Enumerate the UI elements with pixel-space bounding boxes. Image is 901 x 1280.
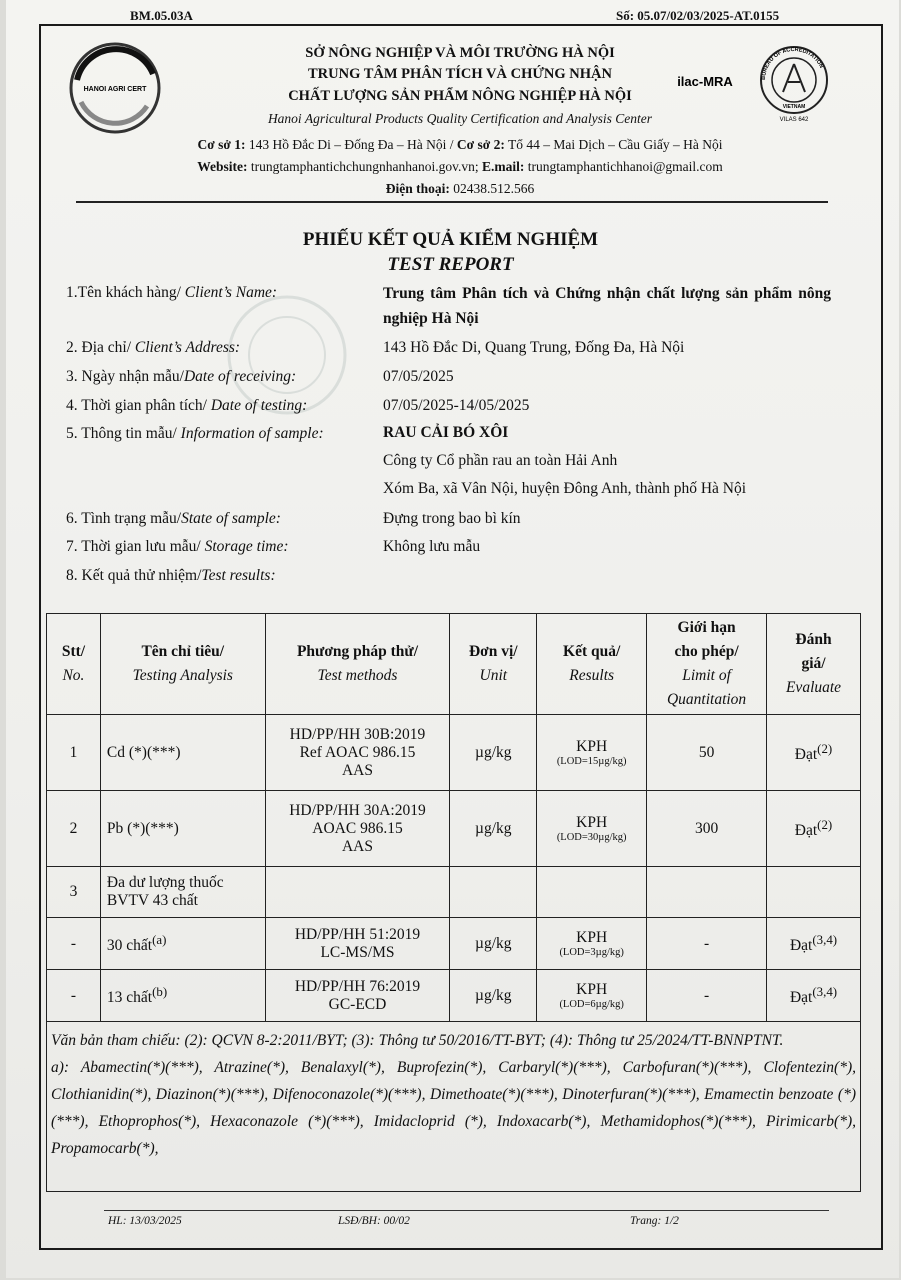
method-line: AAS (341, 837, 373, 855)
label-en: Client’s Address: (134, 339, 241, 356)
label-vn: 8. Kết quả thử nhiệm/ (66, 567, 202, 584)
sample-address-value: Xóm Ba, xã Vân Nội, huyện Đông Anh, thành phố Hà Nội (383, 480, 747, 497)
header-center: TRUNG TÂM PHÂN TÍCH VÀ CHỨNG NHẬN (308, 66, 612, 82)
storage-time-value: Không lưu mẫu (383, 538, 481, 555)
cell-method (265, 791, 450, 867)
cell-limit: - (647, 918, 767, 970)
method-line: HD/PP/HH 30A:2019 (289, 801, 426, 819)
cell-method (265, 918, 450, 970)
pesticide-list-a: a): Abamectin(*)(***), Atrazine(*), Benalaxyl(*), Buprofezin(*), Carbaryl(*)(***), Carbofuran(*)(***), Clofentezin(*), Clothianidin(*), Diazinon(*)(***), Difenoconazole(*)(***), Dimethoate(*)(***), Dinoterfuran(*)(***), Emamectin benzoate (*)(***), Ethoprophos(*), Hexaconazole (*)(***), Imidacloprid (*), Indoxacarb(*), Methamidophos(*)(***), Pirimicarb(*), Propamocarb(*), (51, 1059, 856, 1157)
sample-info-label (66, 425, 324, 443)
boa-country: VIETNAM (782, 104, 806, 110)
method-line: HD/PP/HH 51:2019 (294, 925, 421, 943)
cell-unit: µg/kg (450, 715, 537, 791)
cell-result (537, 715, 647, 791)
addr-text-1: 143 Hồ Đắc Di – Đống Đa – Hà Nội / (248, 137, 457, 152)
footer-hl: HL: 13/03/2025 (108, 1215, 182, 1227)
method-line: LC-MS/MS (320, 943, 395, 961)
addr-text-2: Tổ 44 – Mai Dịch – Cầu Giấy – Hà Nội (508, 137, 723, 152)
method-line: AOAC 986.15 (312, 819, 403, 837)
cell-no: - (47, 918, 101, 970)
label-en: Date of testing: (210, 397, 308, 414)
receive-date-value: 07/05/2025 (383, 368, 454, 385)
email-label: E.mail: (482, 159, 525, 174)
testing-date-label (66, 397, 307, 415)
col-limit (647, 614, 767, 715)
evaluate-value: Đạt (794, 822, 818, 840)
name-line: Đa dư lượng thuốc (106, 874, 224, 891)
evaluate-ref: (3,4) (812, 931, 838, 947)
document-number: Số: 05.07/02/03/2025-AT.0155 (616, 8, 780, 23)
cell-unit: µg/kg (450, 918, 537, 970)
report-title-vn: PHIẾU KẾT QUẢ KIỂM NGHIỆM (302, 229, 599, 250)
web-label: Website: (197, 159, 248, 174)
header-vn: Kết quả/ (563, 643, 621, 660)
evaluate-value: Đạt (794, 746, 818, 764)
header-vn: Đơn vị/ (468, 643, 518, 660)
cell-unit: µg/kg (450, 791, 537, 867)
evaluate-value: Đạt (789, 937, 813, 955)
col-results (537, 614, 647, 715)
cell-no: 3 (47, 867, 101, 918)
label-vn: 6. Tình trạng mẫu/ (66, 510, 182, 527)
header-en: Results (569, 667, 615, 684)
client-name-value: Trung tâm Phân tích và Chứng nhận chất lượng sản phẩm nông nghiệp Hà Nội (383, 285, 831, 327)
col-no (47, 614, 101, 715)
header-ministry: SỞ NÔNG NGHIỆP VÀ MÔI TRƯỜNG HÀ NỘI (305, 45, 615, 61)
cell-method (265, 867, 450, 918)
lod-value: (LOD=30µg/kg) (556, 832, 627, 843)
result-value: KPH (576, 981, 608, 998)
col-unit (450, 614, 537, 715)
cell-no: 1 (47, 715, 101, 791)
header-en: No. (62, 667, 85, 684)
footer-page: Trang: 1/2 (630, 1215, 679, 1227)
receive-date-label (66, 368, 296, 386)
name-ref: (a) (152, 931, 167, 947)
cell-name: Pb (*)(***) (100, 791, 265, 867)
cell-result (537, 970, 647, 1022)
cell-method (265, 970, 450, 1022)
email-link[interactable]: trungtamphantichhanoi@gmail.com (527, 159, 723, 174)
cell-unit (450, 867, 537, 918)
table-header-row (47, 614, 861, 715)
header-vn: Stt/ (61, 643, 86, 660)
label-vn: 1.Tên khách hàng/ (66, 284, 185, 301)
result-value: KPH (576, 814, 608, 831)
cell-result (537, 791, 647, 867)
web-link[interactable]: trungtamphantichchungnhanhanoi.gov.vn; (250, 159, 483, 174)
boa-code: VILAS 642 (779, 117, 809, 122)
client-name-label (66, 284, 277, 302)
cell-name (100, 918, 265, 970)
lod-value: (LOD=15µg/kg) (556, 756, 627, 767)
cell-limit: 300 (647, 791, 767, 867)
cell-no: 2 (47, 791, 101, 867)
method-line: GC-ECD (328, 995, 387, 1013)
label-vn: 7. Thời gian lưu mẫu/ (66, 538, 205, 555)
cell-result (537, 867, 647, 918)
cell-unit: µg/kg (450, 970, 537, 1022)
phone-value: 02438.512.566 (453, 181, 535, 196)
header-vn: Tên chỉ tiêu/ (141, 643, 225, 660)
header-en: Limit of (682, 667, 731, 684)
client-address-value: 143 Hồ Đắc Di, Quang Trung, Đống Đa, Hà Nội (383, 339, 685, 356)
cell-result (537, 918, 647, 970)
header-en: Test methods (317, 667, 398, 684)
phone-label: Điện thoại: (385, 181, 450, 196)
storage-time-label (66, 538, 289, 556)
cell-limit: - (647, 970, 767, 1022)
evaluate-value: Đạt (789, 989, 813, 1007)
header-vn: Giới hạn (677, 619, 736, 636)
header-vn-2: giá/ (801, 655, 826, 672)
client-address-label (66, 339, 240, 357)
reference-notes (46, 1022, 861, 1192)
label-vn: 5. Thông tin mẫu/ (66, 425, 181, 442)
label-en: Information of sample: (180, 425, 324, 442)
evaluate-ref: (3,4) (812, 983, 838, 999)
reference-documents: Văn bản tham chiếu: (2): QCVN 8-2:2011/BYT; (3): Thông tư 50/2016/TT-BYT; (4): Thông tư 25/2024/TT-BNNPTNT. (51, 1032, 784, 1049)
method-line: AAS (341, 761, 373, 779)
label-en: Client’s Name: (184, 284, 278, 301)
header-english-name: Hanoi Agricultural Products Quality Certification and Analysis Center (267, 111, 653, 126)
col-testing-analysis (100, 614, 265, 715)
label-en: Date of receiving: (183, 368, 297, 385)
header-divider (76, 201, 828, 203)
results-table (46, 613, 861, 1022)
header-en: Unit (479, 667, 508, 684)
cell-method (265, 715, 450, 791)
cell-evaluate (767, 918, 861, 970)
cell-name (100, 867, 265, 918)
header-vn: Đánh (795, 631, 832, 648)
result-value: KPH (576, 929, 608, 946)
testing-date-value: 07/05/2025-14/05/2025 (383, 397, 530, 414)
label-vn: 3. Ngày nhận mẫu/ (66, 368, 184, 385)
logo-ilac-text: ilac-MRA (677, 74, 733, 89)
header-vn-2: cho phép/ (674, 643, 739, 660)
name-ref: (b) (152, 983, 168, 999)
header-address (140, 137, 780, 153)
addr-label-1: Cơ sở 1: (197, 137, 246, 152)
label-vn: 2. Địa chỉ/ (66, 339, 135, 356)
cell-limit (647, 867, 767, 918)
header-phone (140, 181, 780, 197)
report-title-en: TEST REPORT (387, 254, 514, 275)
table-row (47, 867, 861, 918)
cell-name: Cd (*)(***) (100, 715, 265, 791)
result-value: KPH (576, 738, 608, 755)
method-line: Ref AOAC 986.15 (299, 743, 416, 761)
evaluate-ref: (2) (817, 740, 833, 756)
table-row (47, 791, 861, 867)
test-results-label (66, 567, 276, 585)
addr-label-2: Cơ sở 2: (456, 137, 505, 152)
footer-lsd: LSĐ/BH: 00/02 (338, 1215, 410, 1227)
cell-evaluate (767, 715, 861, 791)
cell-evaluate (767, 867, 861, 918)
sample-state-label (66, 510, 281, 528)
sample-company-value: Công ty Cổ phần rau an toàn Hải Anh (383, 452, 618, 469)
lod-value: (LOD=3µg/kg) (559, 947, 624, 958)
label-en: Storage time: (204, 538, 289, 555)
footer-divider (104, 1210, 829, 1211)
header-center-2: CHẤT LƯỢNG SẢN PHẨM NÔNG NGHIỆP HÀ NỘI (288, 88, 632, 104)
form-code: BM.05.03A (130, 8, 193, 23)
lod-value: (LOD=6µg/kg) (559, 999, 624, 1010)
logo-left-text: HANOI AGRI CERT (83, 86, 147, 93)
header-en: Testing Analysis (132, 667, 233, 684)
header-vn: Phương pháp thử/ (296, 643, 419, 660)
name-text: 30 chất (106, 937, 153, 955)
evaluate-ref: (2) (817, 816, 833, 832)
name-text: 13 chất (106, 989, 153, 1007)
sample-name-value: RAU CẢI BÓ XÔI (383, 424, 509, 441)
col-evaluate (767, 614, 861, 715)
cell-evaluate (767, 970, 861, 1022)
cell-limit: 50 (647, 715, 767, 791)
name-line: BVTV 43 chất (106, 892, 198, 909)
cell-no: - (47, 970, 101, 1022)
table-row (47, 715, 861, 791)
cell-name (100, 970, 265, 1022)
method-line: HD/PP/HH 76:2019 (294, 977, 421, 995)
label-en: State of sample: (181, 510, 281, 527)
table-row (47, 918, 861, 970)
boa-ring-text: BUREAU OF ACCREDITATION (760, 46, 825, 81)
label-en: Test results: (201, 567, 276, 584)
table-row (47, 970, 861, 1022)
header-en: Evaluate (785, 679, 842, 696)
header-web (140, 159, 780, 175)
cell-evaluate (767, 791, 861, 867)
method-line: HD/PP/HH 30B:2019 (289, 725, 426, 743)
label-vn: 4. Thời gian phân tích/ (66, 397, 211, 414)
sample-state-value: Đựng trong bao bì kín (383, 510, 521, 527)
header-en-2: Quantitation (666, 691, 747, 708)
col-test-methods (265, 614, 450, 715)
